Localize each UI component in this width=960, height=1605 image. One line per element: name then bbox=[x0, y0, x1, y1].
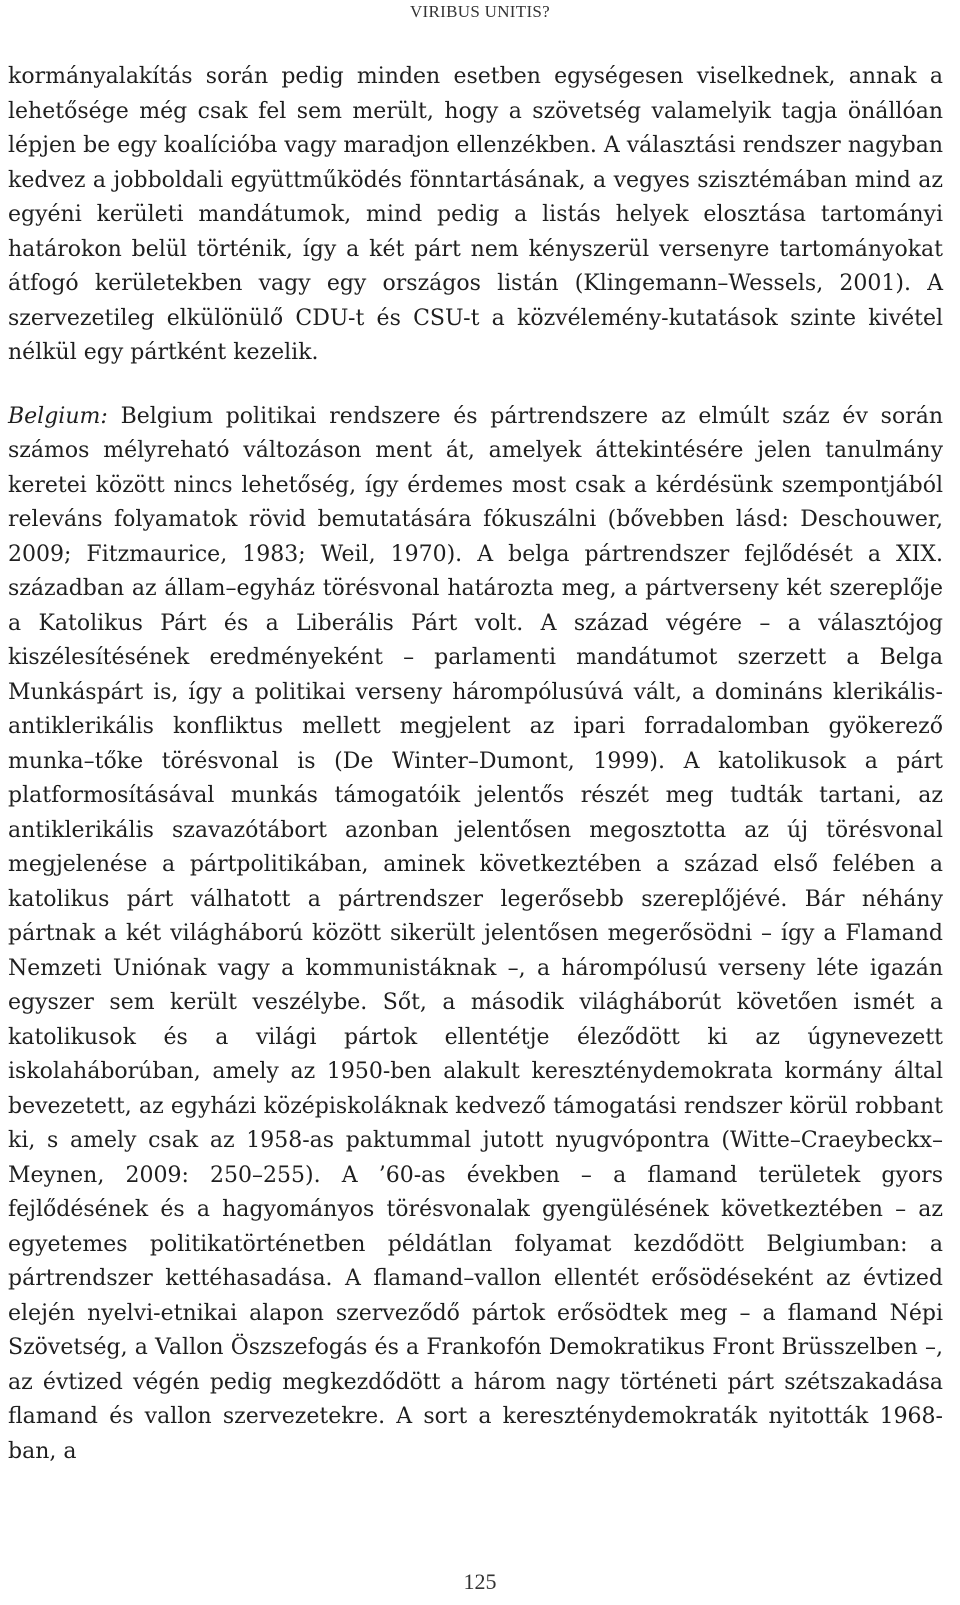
belgium-lead: Belgium: bbox=[8, 403, 108, 429]
article-body bbox=[8, 60, 943, 1469]
paragraph-belgium bbox=[8, 400, 943, 1470]
paragraph-cdu-csu: kormányalakítás során pedig minden esetben egységesen viselkednek, annak a lehetősége még csak fel sem merült, hogy a szövetség valamelyik tagja önállóan lépjen be egy koalícióba vagy maradjon ellenzékben. A választási rendszer nagyban kedvez a jobboldali együttműködés fönntartásának, a vegyes szisztémában mind az egyéni kerületi mandátumok, mind pedig a listás helyek elosztása tartományi határokon belül történik, így a két párt nem kényszerül versenyre tartományokat átfogó kerületekben vagy egy országos listán (Klingemann–Wessels, 2001). A szervezetileg elkülönülő CDU-t és CSU-t a közvélemény-kutatások szinte kivétel nélkül egy pártként kezelik. bbox=[8, 64, 943, 365]
running-header: VIRIBUS UNITIS? bbox=[409, 2, 551, 21]
paragraph-belgium-text: Belgium politikai rendszere és pártrendszere az elmúlt száz év során számos mélyreható változáson ment át, amelyek áttekintésére jelen tanulmány keretei között nincs lehetőség, így érdemes most csak a kérdésünk szempontjából releváns folyamatok rövid bemutatására fókuszálni (bővebben lásd: Deschouwer, 2009; Fitzmaurice, 1983; Weil, 1970). A belga pártrendszer fejlődését a XIX. században az állam–egyház törésvonal határozta meg, a pártverseny két szereplője a Katolikus Párt és a Liberális Párt volt. A század végére – a választójog kiszélesítésének eredményeként – parlamenti mandátumot szerzett a Belga Munkáspárt is, így a politikai verseny hárompólusúvá vált, a domináns klerikális-antiklerikális konfliktus mellett megjelent az ipari forradalomban gyökerező munka–tőke törésvonal is (De Winter–Dumont, 1999). A katolikusok a párt platformosításával munkás támogatóik jelentős részét meg tudták tartani, az antiklerikális szavazótábort azonban jelentősen megosztotta az új törésvonal megjelenése a pártpolitikában, aminek következtében a század első felében a katolikus párt válhatott a pártrendszer legerősebb szereplőjévé. Bár néhány pártnak a két világháború között sikerült jelentősen megerősödni – így a Flamand Nemzeti Uniónak vagy a kommunistáknak –, a hárompólusú verseny léte igazán egyszer sem került veszélybe. Sőt, a második világháborút követően ismét a katolikusok és a világi pártok ellentétje éleződött ki az úgynevezett iskolaháborúban, amely az 1950-ben alakult kereszténydemokrata kormány által bevezetett, az egyházi középiskoláknak kedvező támogatási rendszer körül robbant ki, s amely csak az 1958-as paktummal jutott nyugvópontra (Witte–Craeybeckx–Meynen, 2009: 250–255). A ’60-as években – a flamand területek gyors fejlődésének és a hagyományos törésvonalak gyengülésének következtében – az egyetemes politikatörténetben példátlan folyamat kezdődött Belgiumban: a pártrendszer kettéhasadása. A flamand–vallon ellentét erősödéseként az évtized elején nyelvi-etnikai alapon szerveződő pártok erősödtek meg – a flamand Népi Szövetség, a Vallon Öszszefogás és a Frankofón Demokratikus Front Brüsszelben –, az évtized végén pedig megkezdődött a három nagy történeti párt szétszakadása flamand és vallon szervezetekre. A sort a kereszténydemokraták nyitották 1968-ban, a bbox=[8, 403, 943, 1464]
page-number: 125 bbox=[463, 1569, 497, 1594]
